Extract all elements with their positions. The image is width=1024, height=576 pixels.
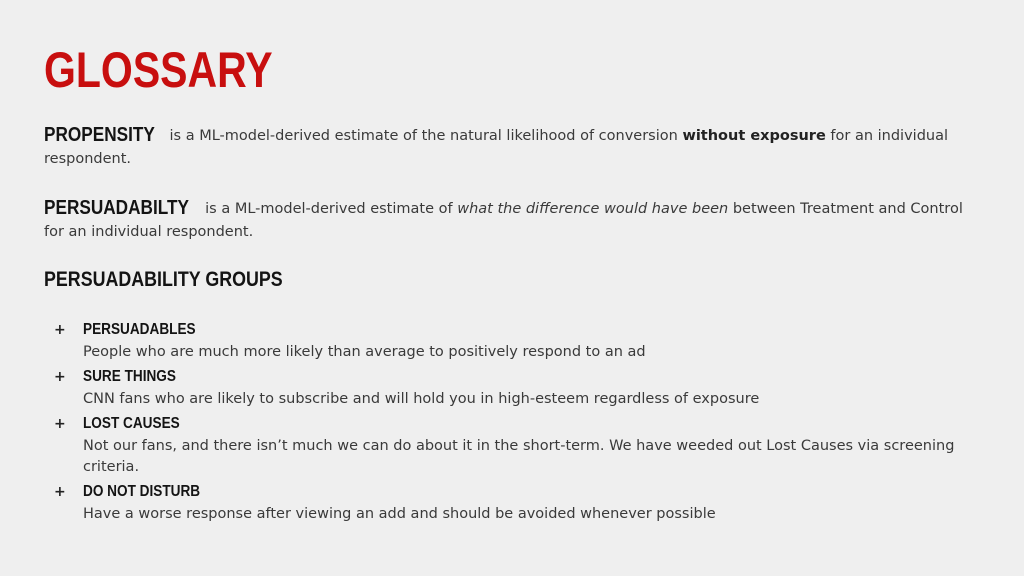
- group-description: CNN fans who are likely to subscribe and will hold you in high-esteem regardless of exposure: [83, 391, 760, 407]
- slide-title: GLOSSARY: [44, 42, 273, 98]
- group-name: DO NOT DISTURB: [83, 483, 201, 500]
- propensity-text-after: for an individual respondent.: [44, 128, 949, 167]
- persuadability-definition: [44, 197, 974, 244]
- group-name: LOST CAUSES: [83, 415, 180, 432]
- group-name: PERSUADABLES: [83, 321, 196, 338]
- propensity-term: PROPENSITY: [44, 124, 155, 146]
- persuadability-text-before: is a ML-model-derived estimate of: [200, 201, 458, 217]
- propensity-definition: [44, 124, 974, 171]
- groups-heading: PERSUADABILITY GROUPS: [44, 268, 283, 291]
- propensity-bold-text: without exposure: [682, 128, 826, 144]
- list-item: [44, 480, 984, 525]
- group-description: People who are much more likely than average to positively respond to an ad: [83, 344, 646, 360]
- persuadability-text-after: between Treatment and Control for an individual respondent.: [44, 201, 963, 240]
- plus-bullet-icon: +: [54, 416, 66, 432]
- list-item: [44, 365, 984, 410]
- group-name: SURE THINGS: [83, 368, 176, 385]
- group-description: Have a worse response after viewing an add and should be avoided whenever possible: [83, 506, 716, 522]
- plus-bullet-icon: +: [54, 369, 66, 385]
- group-description: Not our fans, and there isn’t much we can do about it in the short-term. We have weeded out Lost Causes via screening criteria.: [83, 438, 955, 475]
- propensity-text-before: is a ML-model-derived estimate of the natural likelihood of conversion: [164, 128, 683, 144]
- plus-bullet-icon: +: [54, 322, 66, 338]
- plus-bullet-icon: +: [54, 484, 66, 500]
- list-item: [44, 318, 984, 363]
- persuadability-italic-text: what the difference would have been: [457, 201, 729, 217]
- groups-list: [44, 318, 984, 527]
- persuadability-term: PERSUADABILTY: [44, 197, 189, 219]
- list-item: [44, 412, 984, 478]
